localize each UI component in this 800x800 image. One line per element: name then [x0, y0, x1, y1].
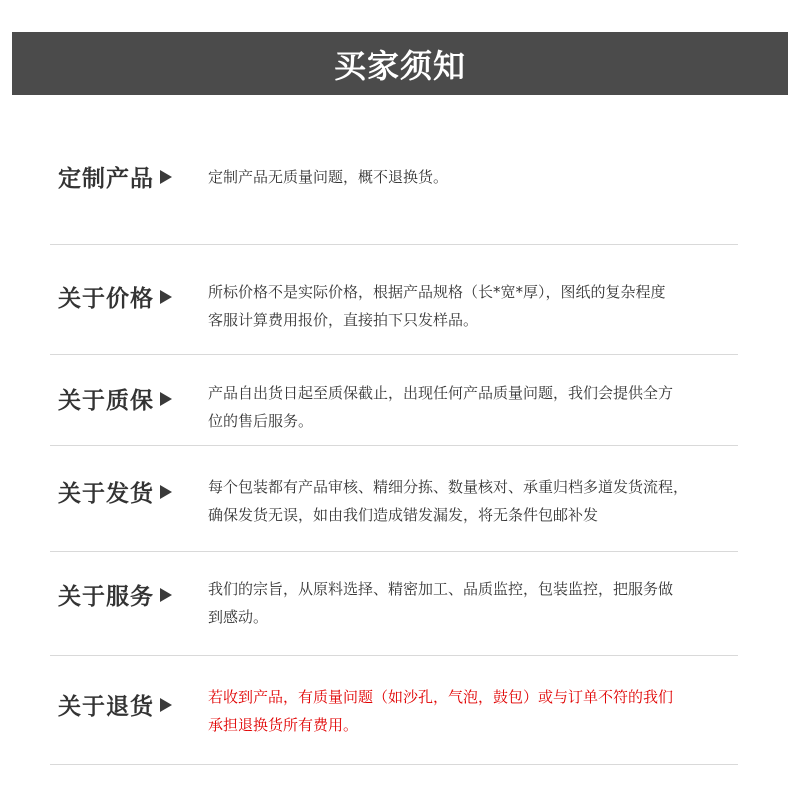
- section-label: 关于价格: [58, 286, 154, 312]
- page-title: 买家须知: [333, 46, 466, 85]
- section-text-line: 定制产品无质量问题，概不退换货。: [208, 168, 449, 186]
- section-text: [208, 278, 738, 334]
- section-text: [208, 575, 738, 631]
- section-label: 关于质保: [58, 388, 154, 414]
- section-text-line: 我们的宗旨，从原料选择、精密加工、品质监控，包装监控，把服务做: [208, 580, 674, 598]
- arrow-right-icon: [160, 698, 172, 712]
- section-text-line: 产品自出货日起至质保截止，出现任何产品质量问题，我们会提供全方: [208, 384, 674, 402]
- arrow-right-icon: [160, 392, 172, 406]
- section-heading: [58, 382, 172, 415]
- divider: [50, 445, 738, 446]
- arrow-right-icon: [160, 588, 172, 602]
- section-text-line: 所标价格不是实际价格，根据产品规格（长*宽*厚），图纸的复杂程度: [208, 283, 666, 301]
- section-label: 关于退货: [58, 694, 154, 720]
- section-text-alert: [208, 683, 738, 739]
- section-heading: [58, 280, 172, 313]
- section-label: 定制产品: [58, 166, 154, 192]
- divider: [50, 244, 738, 245]
- divider: [50, 551, 738, 552]
- divider: [50, 354, 738, 355]
- section-text: [208, 163, 738, 191]
- arrow-right-icon: [160, 170, 172, 184]
- section-label: 关于服务: [58, 584, 154, 610]
- section-text-line: 到感动。: [208, 608, 269, 626]
- section-text-line: 客服计算费用报价，直接拍下只发样品。: [208, 311, 479, 329]
- section-text: [208, 379, 738, 435]
- section-heading: [58, 475, 172, 508]
- section-text-line: 若收到产品，有质量问题（如沙孔，气泡，鼓包）或与订单不符的我们: [208, 688, 674, 706]
- section-heading: [58, 578, 172, 611]
- divider: [50, 655, 738, 656]
- section-text-line: 位的售后服务。: [208, 412, 314, 430]
- section-text: [208, 473, 738, 529]
- arrow-right-icon: [160, 290, 172, 304]
- divider: [50, 764, 738, 765]
- section-heading: [58, 688, 172, 721]
- arrow-right-icon: [160, 485, 172, 499]
- section-text-line: 承担退换货所有费用。: [208, 716, 359, 734]
- section-text-line: 确保发货无误，如由我们造成错发漏发，将无条件包邮补发: [208, 506, 599, 524]
- header-banner: [12, 32, 788, 95]
- section-text-line: 每个包装都有产品审核、精细分拣、数量核对、承重归档多道发货流程，: [208, 478, 689, 496]
- section-heading: [58, 160, 172, 193]
- section-label: 关于发货: [58, 481, 154, 507]
